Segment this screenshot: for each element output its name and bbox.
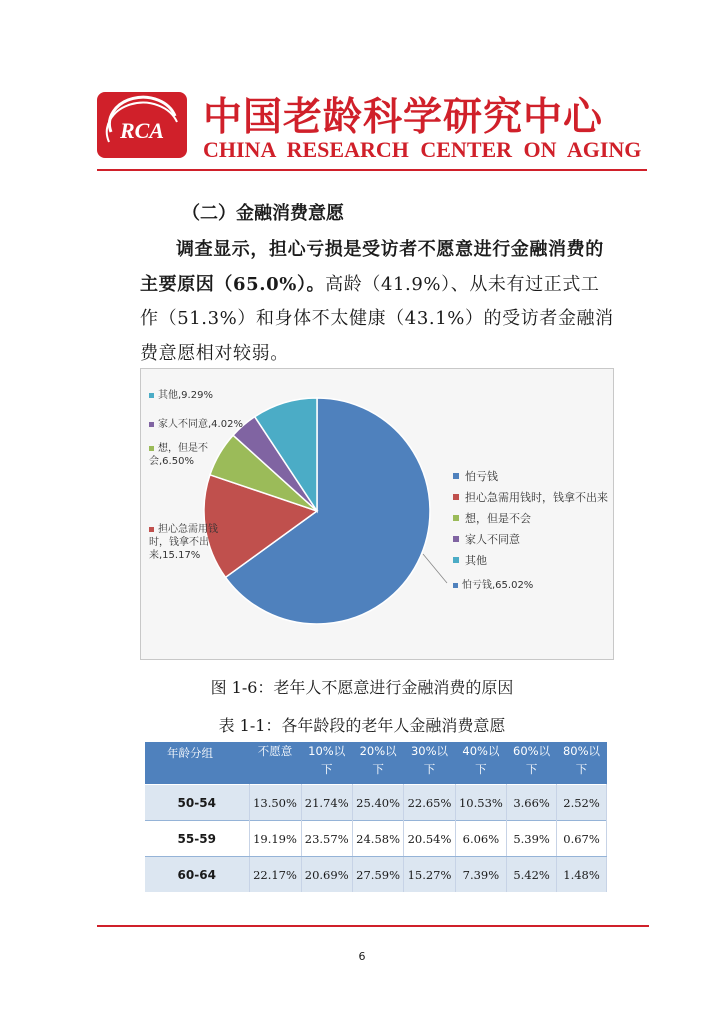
table-cell: 24.58% [352,821,403,857]
page-number: 6 [358,950,366,963]
header-divider [97,169,647,171]
data-label-family: 家人不同意,4.02% [149,418,243,431]
table-cell: 5.42% [507,857,557,893]
table-cell: 3.66% [507,785,557,821]
organization-subtitle: CHINA RESEARCH CENTER ON AGING [203,137,642,162]
table-cell: 1.48% [557,857,607,893]
table-cell: 10.53% [455,785,506,821]
chart-legend [453,465,608,570]
legend-item [453,507,608,528]
legend-swatch [453,536,459,542]
table-cell: 22.17% [249,857,301,893]
table-cell: 22.65% [404,785,455,821]
table-cell: 19.19% [249,821,301,857]
table-cell: 0.67% [557,821,607,857]
table-cell: 13.50% [249,785,301,821]
table-cell: 15.27% [404,857,455,893]
column-header: 不愿意 [249,742,301,785]
data-label-need-money: 担心急需用钱时，钱拿不出来,15.17% [149,524,218,561]
organization-title: 中国老龄科学研究中心 [203,94,604,140]
legend-swatch [453,515,459,521]
pie-chart [140,368,614,660]
data-label-want-but-cannot: 想，但是不会,6.50% [149,443,208,467]
column-header: 40%以下 [455,742,506,785]
table-caption: 表 1-1：各年龄段的老年人金融消费意愿 [218,716,506,735]
legend-swatch [453,473,459,479]
table-cell: 25.40% [352,785,403,821]
logo-text: RCA [119,118,165,143]
table-row [145,785,607,821]
legend-label: 家人不同意 [465,532,520,546]
legend-label: 其他 [465,553,487,567]
table-cell: 55-59 [145,821,249,857]
leader-line [423,554,447,583]
legend-label: 想，但是不会 [465,511,531,525]
table-cell: 21.74% [301,785,352,821]
paragraph-text: 高龄（41.9%）、从未有过正式工作（51.3%）和身体不太健康（43.1%）的受访者金融消费意愿相对较弱。 [140,273,614,364]
legend-label: 担心急需用钱时，钱拿不出来 [465,490,608,504]
table-cell: 23.57% [301,821,352,857]
table-cell: 20.69% [301,857,352,893]
section-heading: （二）金融消费意愿 [182,203,344,224]
legend-swatch [453,494,459,500]
column-header: 10%以下 [301,742,352,785]
age-group-table [145,742,607,892]
table-cell: 2.52% [557,785,607,821]
column-header: 20%以下 [352,742,403,785]
table-header-row [145,742,607,785]
column-header: 年龄分组 [145,742,249,785]
figure-caption: 图 1-6：老年人不愿意进行金融消费的原因 [210,678,514,697]
table-row [145,857,607,893]
legend-item [453,465,608,486]
legend-label: 怕亏钱 [465,469,498,483]
data-label-fear-loss: 怕亏钱,65.02% [453,579,533,592]
footer-divider [97,925,649,927]
table-cell: 6.06% [455,821,506,857]
rca-logo [97,92,187,158]
legend-item [453,549,608,570]
table-cell: 5.39% [507,821,557,857]
table-row [145,821,607,857]
legend-item [453,528,608,549]
data-label-other: 其他,9.29% [149,389,213,402]
body-paragraph [140,233,618,371]
column-header: 80%以下 [557,742,607,785]
column-header: 30%以下 [404,742,455,785]
column-header: 60%以下 [507,742,557,785]
legend-item [453,486,608,507]
legend-swatch [453,557,459,563]
table-cell: 27.59% [352,857,403,893]
paragraph-bold-text: 调查显示，担心亏损是受访者不愿意进行金融消费的主要原因（65.0%）。 [140,239,604,295]
table-cell: 7.39% [455,857,506,893]
table-cell: 20.54% [404,821,455,857]
table-cell: 50-54 [145,785,249,821]
table-cell: 60-64 [145,857,249,893]
